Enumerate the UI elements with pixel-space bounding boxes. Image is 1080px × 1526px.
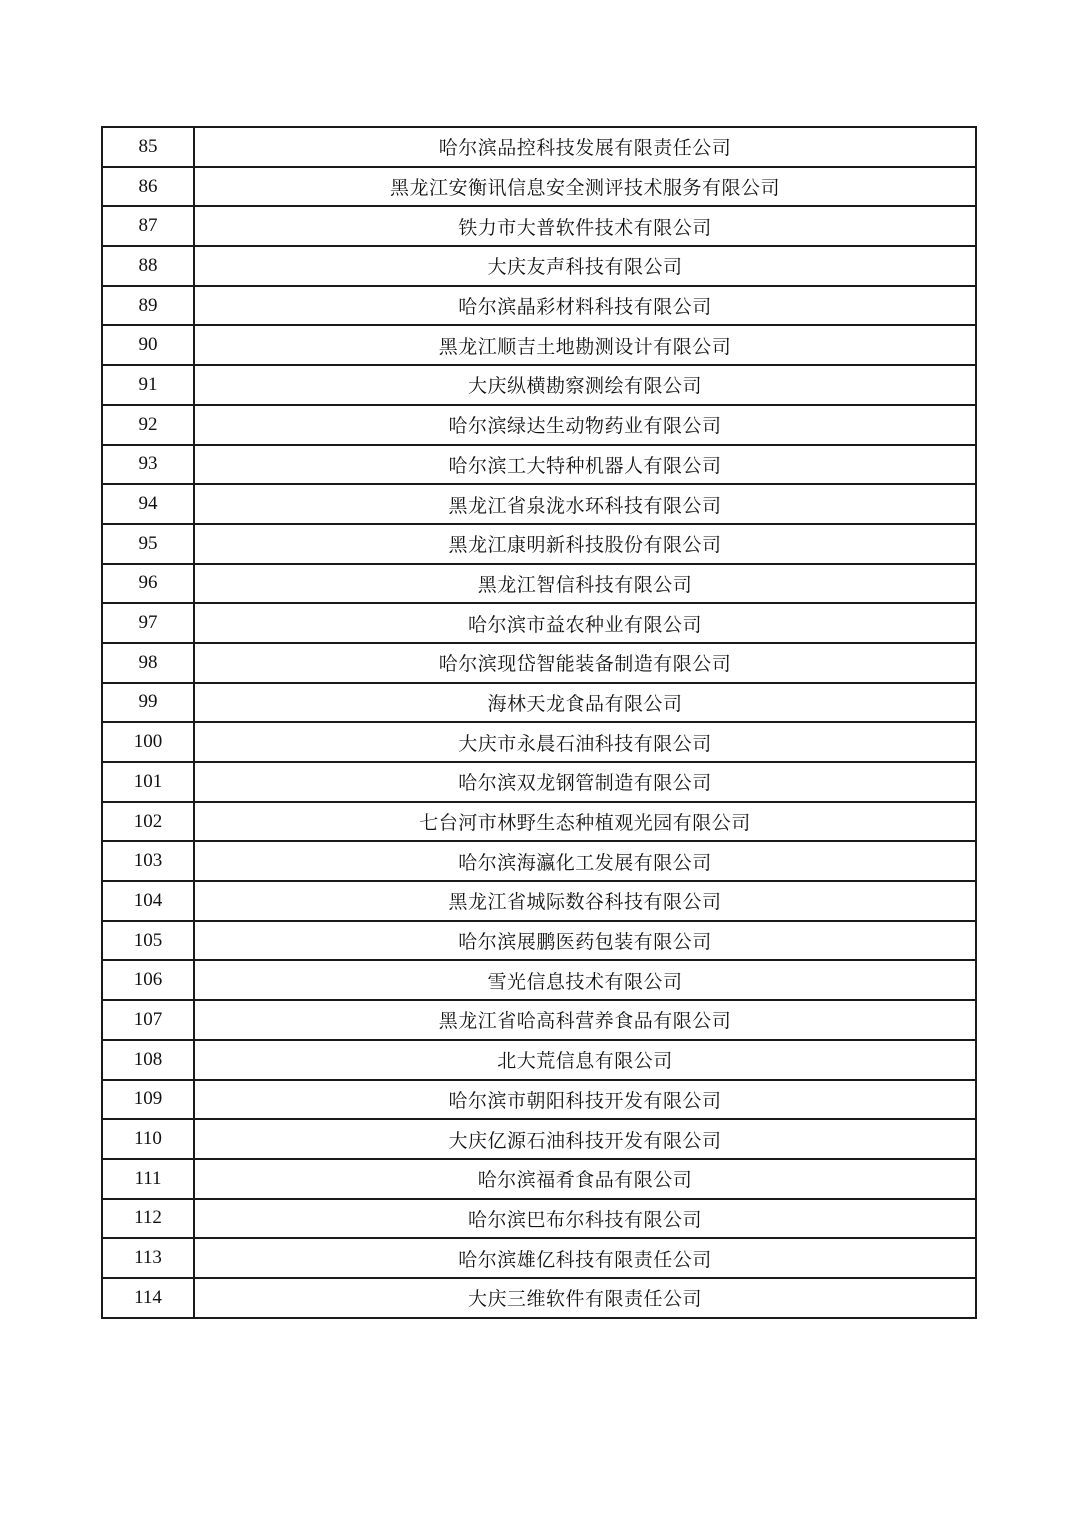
table-row: [102, 405, 976, 445]
table-row: [102, 564, 976, 604]
row-number-cell: 104: [102, 881, 194, 921]
table-row: [102, 365, 976, 405]
table-row: [102, 524, 976, 564]
table-row: [102, 1278, 976, 1318]
table-row: [102, 841, 976, 881]
company-list-table: [101, 126, 977, 1319]
company-name-cell: 哈尔滨双龙钢管制造有限公司: [194, 762, 976, 802]
row-number-cell: 92: [102, 405, 194, 445]
company-name-cell: 铁力市大普软件技术有限公司: [194, 206, 976, 246]
company-name-cell: 哈尔滨市朝阳科技开发有限公司: [194, 1080, 976, 1120]
row-number-cell: 93: [102, 445, 194, 485]
row-number-cell: 107: [102, 1000, 194, 1040]
table-row: [102, 445, 976, 485]
table-row: [102, 1000, 976, 1040]
company-name-cell: 哈尔滨雄亿科技有限责任公司: [194, 1238, 976, 1278]
row-number-cell: 113: [102, 1238, 194, 1278]
table-row: [102, 762, 976, 802]
table-row: [102, 206, 976, 246]
company-name-cell: 七台河市林野生态种植观光园有限公司: [194, 802, 976, 842]
company-name-cell: 哈尔滨工大特种机器人有限公司: [194, 445, 976, 485]
row-number-cell: 95: [102, 524, 194, 564]
company-name-cell: 黑龙江康明新科技股份有限公司: [194, 524, 976, 564]
company-name-cell: 哈尔滨品控科技发展有限责任公司: [194, 127, 976, 167]
company-name-cell: 大庆亿源石油科技开发有限公司: [194, 1119, 976, 1159]
company-name-cell: 大庆友声科技有限公司: [194, 246, 976, 286]
row-number-cell: 90: [102, 325, 194, 365]
row-number-cell: 98: [102, 643, 194, 683]
table-row: [102, 484, 976, 524]
table-row: [102, 246, 976, 286]
row-number-cell: 96: [102, 564, 194, 604]
table-row: [102, 325, 976, 365]
row-number-cell: 111: [102, 1159, 194, 1199]
company-name-cell: 哈尔滨福肴食品有限公司: [194, 1159, 976, 1199]
row-number-cell: 85: [102, 127, 194, 167]
table-row: [102, 1119, 976, 1159]
row-number-cell: 94: [102, 484, 194, 524]
company-list-body: [102, 127, 976, 1318]
table-row: [102, 921, 976, 961]
table-row: [102, 881, 976, 921]
table-row: [102, 167, 976, 207]
table-row: [102, 286, 976, 326]
row-number-cell: 101: [102, 762, 194, 802]
company-name-cell: 哈尔滨巴布尔科技有限公司: [194, 1199, 976, 1239]
row-number-cell: 109: [102, 1080, 194, 1120]
row-number-cell: 100: [102, 722, 194, 762]
table-row: [102, 960, 976, 1000]
row-number-cell: 110: [102, 1119, 194, 1159]
row-number-cell: 86: [102, 167, 194, 207]
table-row: [102, 1199, 976, 1239]
row-number-cell: 108: [102, 1040, 194, 1080]
table-row: [102, 722, 976, 762]
row-number-cell: 99: [102, 683, 194, 723]
table-row: [102, 683, 976, 723]
company-name-cell: 雪光信息技术有限公司: [194, 960, 976, 1000]
company-name-cell: 北大荒信息有限公司: [194, 1040, 976, 1080]
row-number-cell: 91: [102, 365, 194, 405]
company-name-cell: 大庆三维软件有限责任公司: [194, 1278, 976, 1318]
company-name-cell: 大庆市永晨石油科技有限公司: [194, 722, 976, 762]
row-number-cell: 89: [102, 286, 194, 326]
company-name-cell: 哈尔滨海瀛化工发展有限公司: [194, 841, 976, 881]
company-name-cell: 黑龙江智信科技有限公司: [194, 564, 976, 604]
table-row: [102, 127, 976, 167]
company-name-cell: 大庆纵横勘察测绘有限公司: [194, 365, 976, 405]
row-number-cell: 106: [102, 960, 194, 1000]
row-number-cell: 112: [102, 1199, 194, 1239]
row-number-cell: 103: [102, 841, 194, 881]
row-number-cell: 97: [102, 603, 194, 643]
table-row: [102, 1040, 976, 1080]
company-name-cell: 黑龙江省泉泷水环科技有限公司: [194, 484, 976, 524]
table-row: [102, 643, 976, 683]
row-number-cell: 87: [102, 206, 194, 246]
company-name-cell: 海林天龙食品有限公司: [194, 683, 976, 723]
company-name-cell: 哈尔滨市益农种业有限公司: [194, 603, 976, 643]
company-name-cell: 黑龙江顺吉土地勘测设计有限公司: [194, 325, 976, 365]
company-name-cell: 黑龙江省哈高科营养食品有限公司: [194, 1000, 976, 1040]
row-number-cell: 114: [102, 1278, 194, 1318]
table-row: [102, 1159, 976, 1199]
row-number-cell: 102: [102, 802, 194, 842]
company-name-cell: 哈尔滨晶彩材料科技有限公司: [194, 286, 976, 326]
row-number-cell: 105: [102, 921, 194, 961]
company-name-cell: 哈尔滨绿达生动物药业有限公司: [194, 405, 976, 445]
table-row: [102, 802, 976, 842]
table-row: [102, 1080, 976, 1120]
company-name-cell: 黑龙江省城际数谷科技有限公司: [194, 881, 976, 921]
company-name-cell: 黑龙江安衡讯信息安全测评技术服务有限公司: [194, 167, 976, 207]
company-name-cell: 哈尔滨现岱智能装备制造有限公司: [194, 643, 976, 683]
table-row: [102, 1238, 976, 1278]
company-name-cell: 哈尔滨展鹏医药包装有限公司: [194, 921, 976, 961]
row-number-cell: 88: [102, 246, 194, 286]
table-row: [102, 603, 976, 643]
